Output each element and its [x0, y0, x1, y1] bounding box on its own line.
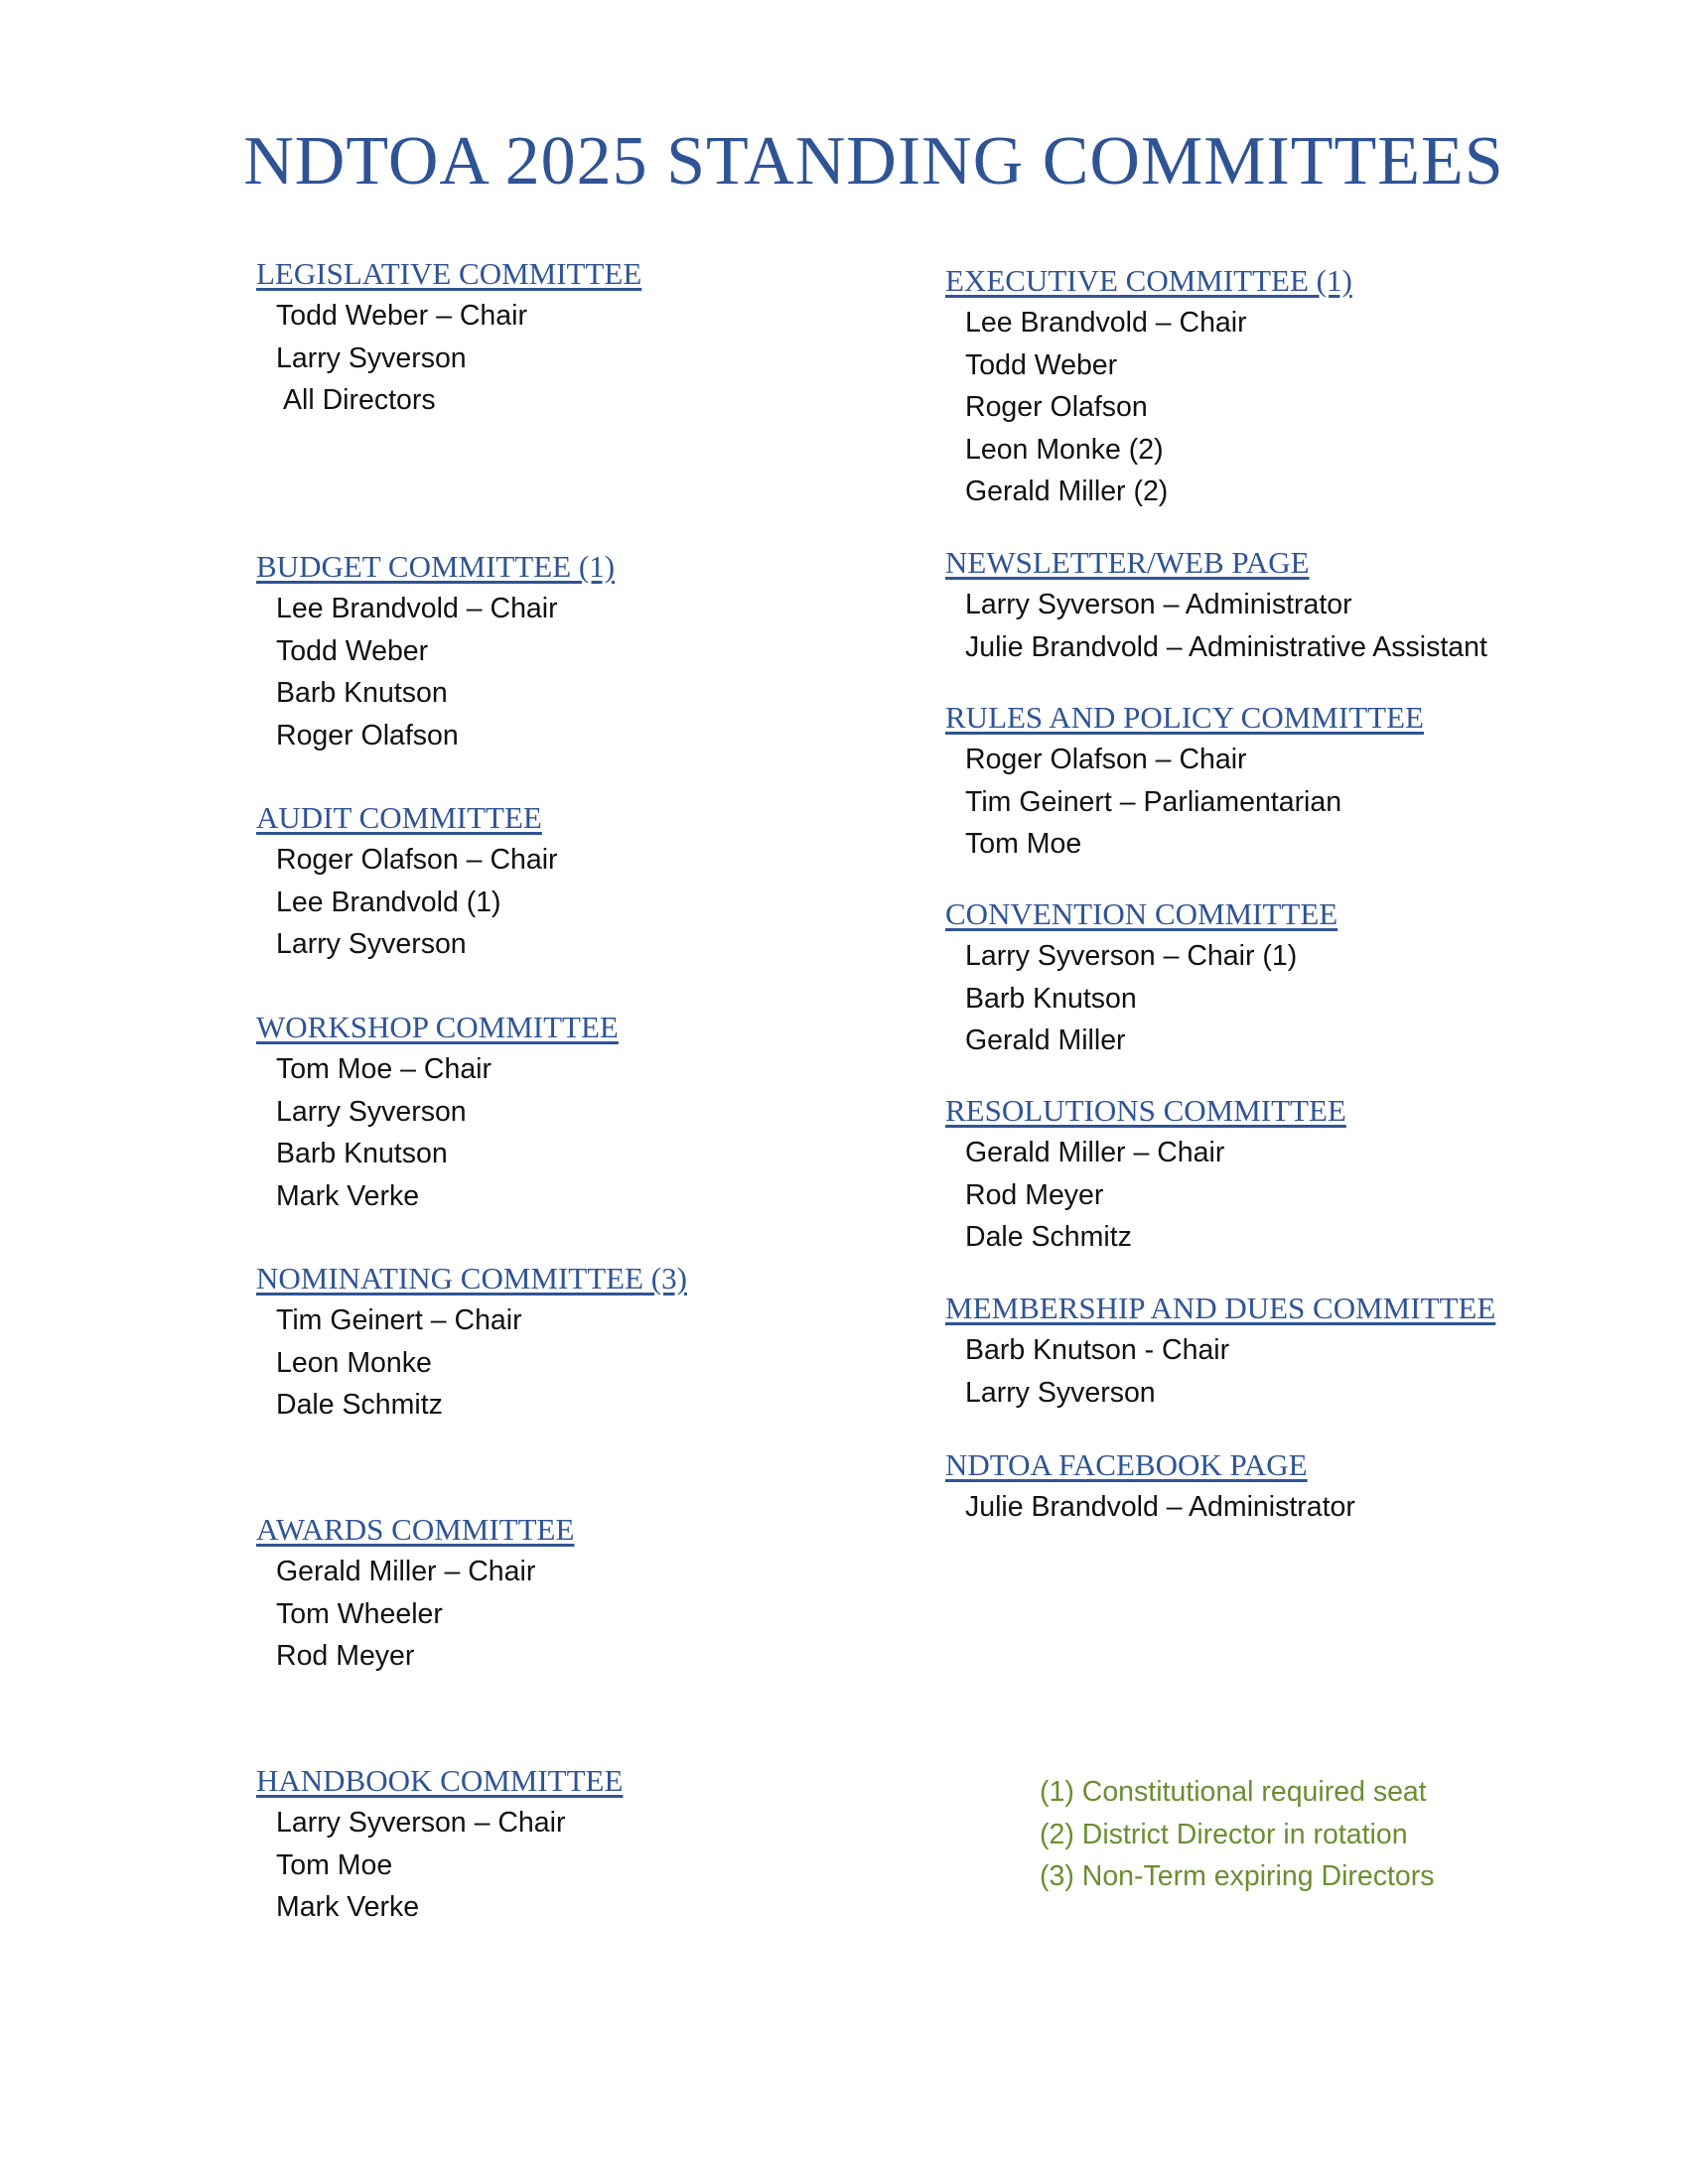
list-item: Todd Weber – Chair	[276, 300, 527, 332]
list-item: Barb Knutson	[965, 982, 1137, 1015]
list-item: Todd Weber	[276, 634, 429, 667]
list-item: Tom Moe – Chair	[276, 1053, 492, 1085]
page-title: NDTOA 2025 STANDING COMMITTEES	[243, 123, 1504, 200]
committee-audit	[256, 797, 558, 966]
list-item: Leon Monke (2)	[965, 433, 1164, 466]
committee-heading: RESOLUTIONS COMMITTEE	[945, 1093, 1346, 1128]
list-item: Roger Olafson	[965, 391, 1148, 423]
list-item: Julie Brandvold – Administrative Assistant	[965, 630, 1487, 663]
committee-heading: WORKSHOP COMMITTEE	[256, 1010, 619, 1044]
list-item: Roger Olafson – Chair	[965, 744, 1247, 775]
list-item: Larry Syverson – Chair	[276, 1807, 566, 1839]
member-list	[256, 1048, 619, 1217]
committee-resolutions	[945, 1090, 1346, 1259]
committee-legislative	[256, 253, 641, 422]
list-item: Tom Moe	[276, 1848, 393, 1881]
list-item: Todd Weber	[965, 348, 1118, 381]
list-item: Barb Knutson - Chair	[965, 1334, 1230, 1366]
committee-heading: LEGISLATIVE COMMITTEE	[256, 256, 642, 291]
list-item: Larry Syverson – Administrator	[965, 589, 1352, 620]
list-item: Gerald Miller	[965, 1024, 1126, 1056]
member-list	[256, 1802, 623, 1929]
list-item: Larry Syverson	[276, 341, 467, 374]
member-list	[256, 1551, 574, 1678]
committee-convention	[945, 893, 1337, 1062]
list-item: Larry Syverson	[276, 928, 467, 960]
committee-membership-and-dues	[945, 1288, 1495, 1414]
list-item: Leon Monke	[276, 1346, 432, 1379]
list-item: Larry Syverson – Chair (1)	[965, 940, 1298, 972]
list-item: Tom Wheeler	[276, 1597, 443, 1630]
list-item: All Directors	[283, 384, 436, 416]
committee-executive	[945, 260, 1352, 513]
committee-heading: HANDBOOK COMMITTEE	[256, 1763, 624, 1798]
list-item: Lee Brandvold – Chair	[276, 593, 558, 624]
committee-budget	[256, 546, 615, 756]
committee-awards	[256, 1509, 574, 1678]
committee-heading: AUDIT COMMITTEE	[256, 800, 542, 835]
list-item: Lee Brandvold – Chair	[965, 307, 1247, 339]
list-item: Gerald Miller – Chair	[965, 1137, 1225, 1168]
list-item: Mark Verke	[276, 1891, 420, 1923]
committee-heading: NOMINATING COMMITTEE (3)	[256, 1261, 687, 1296]
footnotes	[1040, 1771, 1435, 1898]
list-item: Roger Olafson – Chair	[276, 844, 558, 876]
list-item: Tom Moe	[965, 828, 1082, 860]
list-item: Dale Schmitz	[276, 1389, 443, 1421]
footnote: (1) Constitutional required seat	[1040, 1776, 1427, 1808]
list-item: Lee Brandvold (1)	[276, 886, 501, 918]
committee-workshop	[256, 1007, 619, 1217]
committee-heading: RULES AND POLICY COMMITTEE	[945, 700, 1424, 735]
list-item: Roger Olafson	[276, 719, 459, 751]
list-item: Rod Meyer	[965, 1178, 1104, 1211]
member-list	[945, 1486, 1355, 1529]
list-item: Barb Knutson	[276, 677, 448, 709]
committee-heading: NEWSLETTER/WEB PAGE	[945, 545, 1310, 580]
list-item: Dale Schmitz	[965, 1221, 1132, 1253]
list-item: Tim Geinert – Parliamentarian	[965, 785, 1342, 818]
member-list	[945, 1329, 1495, 1414]
list-item: Mark Verke	[276, 1179, 420, 1212]
committee-rules-and-policy	[945, 697, 1424, 866]
member-list	[945, 584, 1487, 668]
committee-ndtoa-facebook-page	[945, 1444, 1355, 1529]
list-item: Gerald Miller (2)	[965, 476, 1169, 507]
list-item: Larry Syverson	[965, 1376, 1156, 1409]
list-item: Gerald Miller – Chair	[276, 1556, 536, 1587]
member-list	[256, 295, 641, 422]
list-item: Barb Knutson	[276, 1138, 448, 1169]
footnote: (2) District Director in rotation	[1040, 1818, 1408, 1850]
committee-handbook	[256, 1760, 623, 1929]
list-item: Rod Meyer	[276, 1640, 415, 1672]
member-list	[256, 588, 615, 756]
committee-heading: EXECUTIVE COMMITTEE (1)	[945, 263, 1352, 298]
list-item: Larry Syverson	[276, 1095, 467, 1128]
committee-heading: BUDGET COMMITTEE (1)	[256, 549, 616, 584]
list-item: Julie Brandvold – Administrator	[965, 1491, 1355, 1523]
committee-heading: CONVENTION COMMITTEE	[945, 896, 1338, 931]
footnote: (3) Non-Term expiring Directors	[1040, 1860, 1435, 1892]
committee-heading: MEMBERSHIP AND DUES COMMITTEE	[945, 1291, 1496, 1325]
list-item: Tim Geinert – Chair	[276, 1304, 522, 1336]
member-list	[945, 935, 1337, 1062]
committee-newsletter-web-page	[945, 542, 1487, 668]
member-list	[945, 1132, 1346, 1259]
member-list	[945, 302, 1352, 513]
committee-heading: NDTOA FACEBOOK PAGE	[945, 1447, 1308, 1482]
member-list	[256, 839, 558, 966]
member-list	[256, 1299, 687, 1427]
member-list	[945, 739, 1424, 866]
committee-nominating	[256, 1258, 687, 1427]
committee-heading: AWARDS COMMITTEE	[256, 1512, 575, 1547]
